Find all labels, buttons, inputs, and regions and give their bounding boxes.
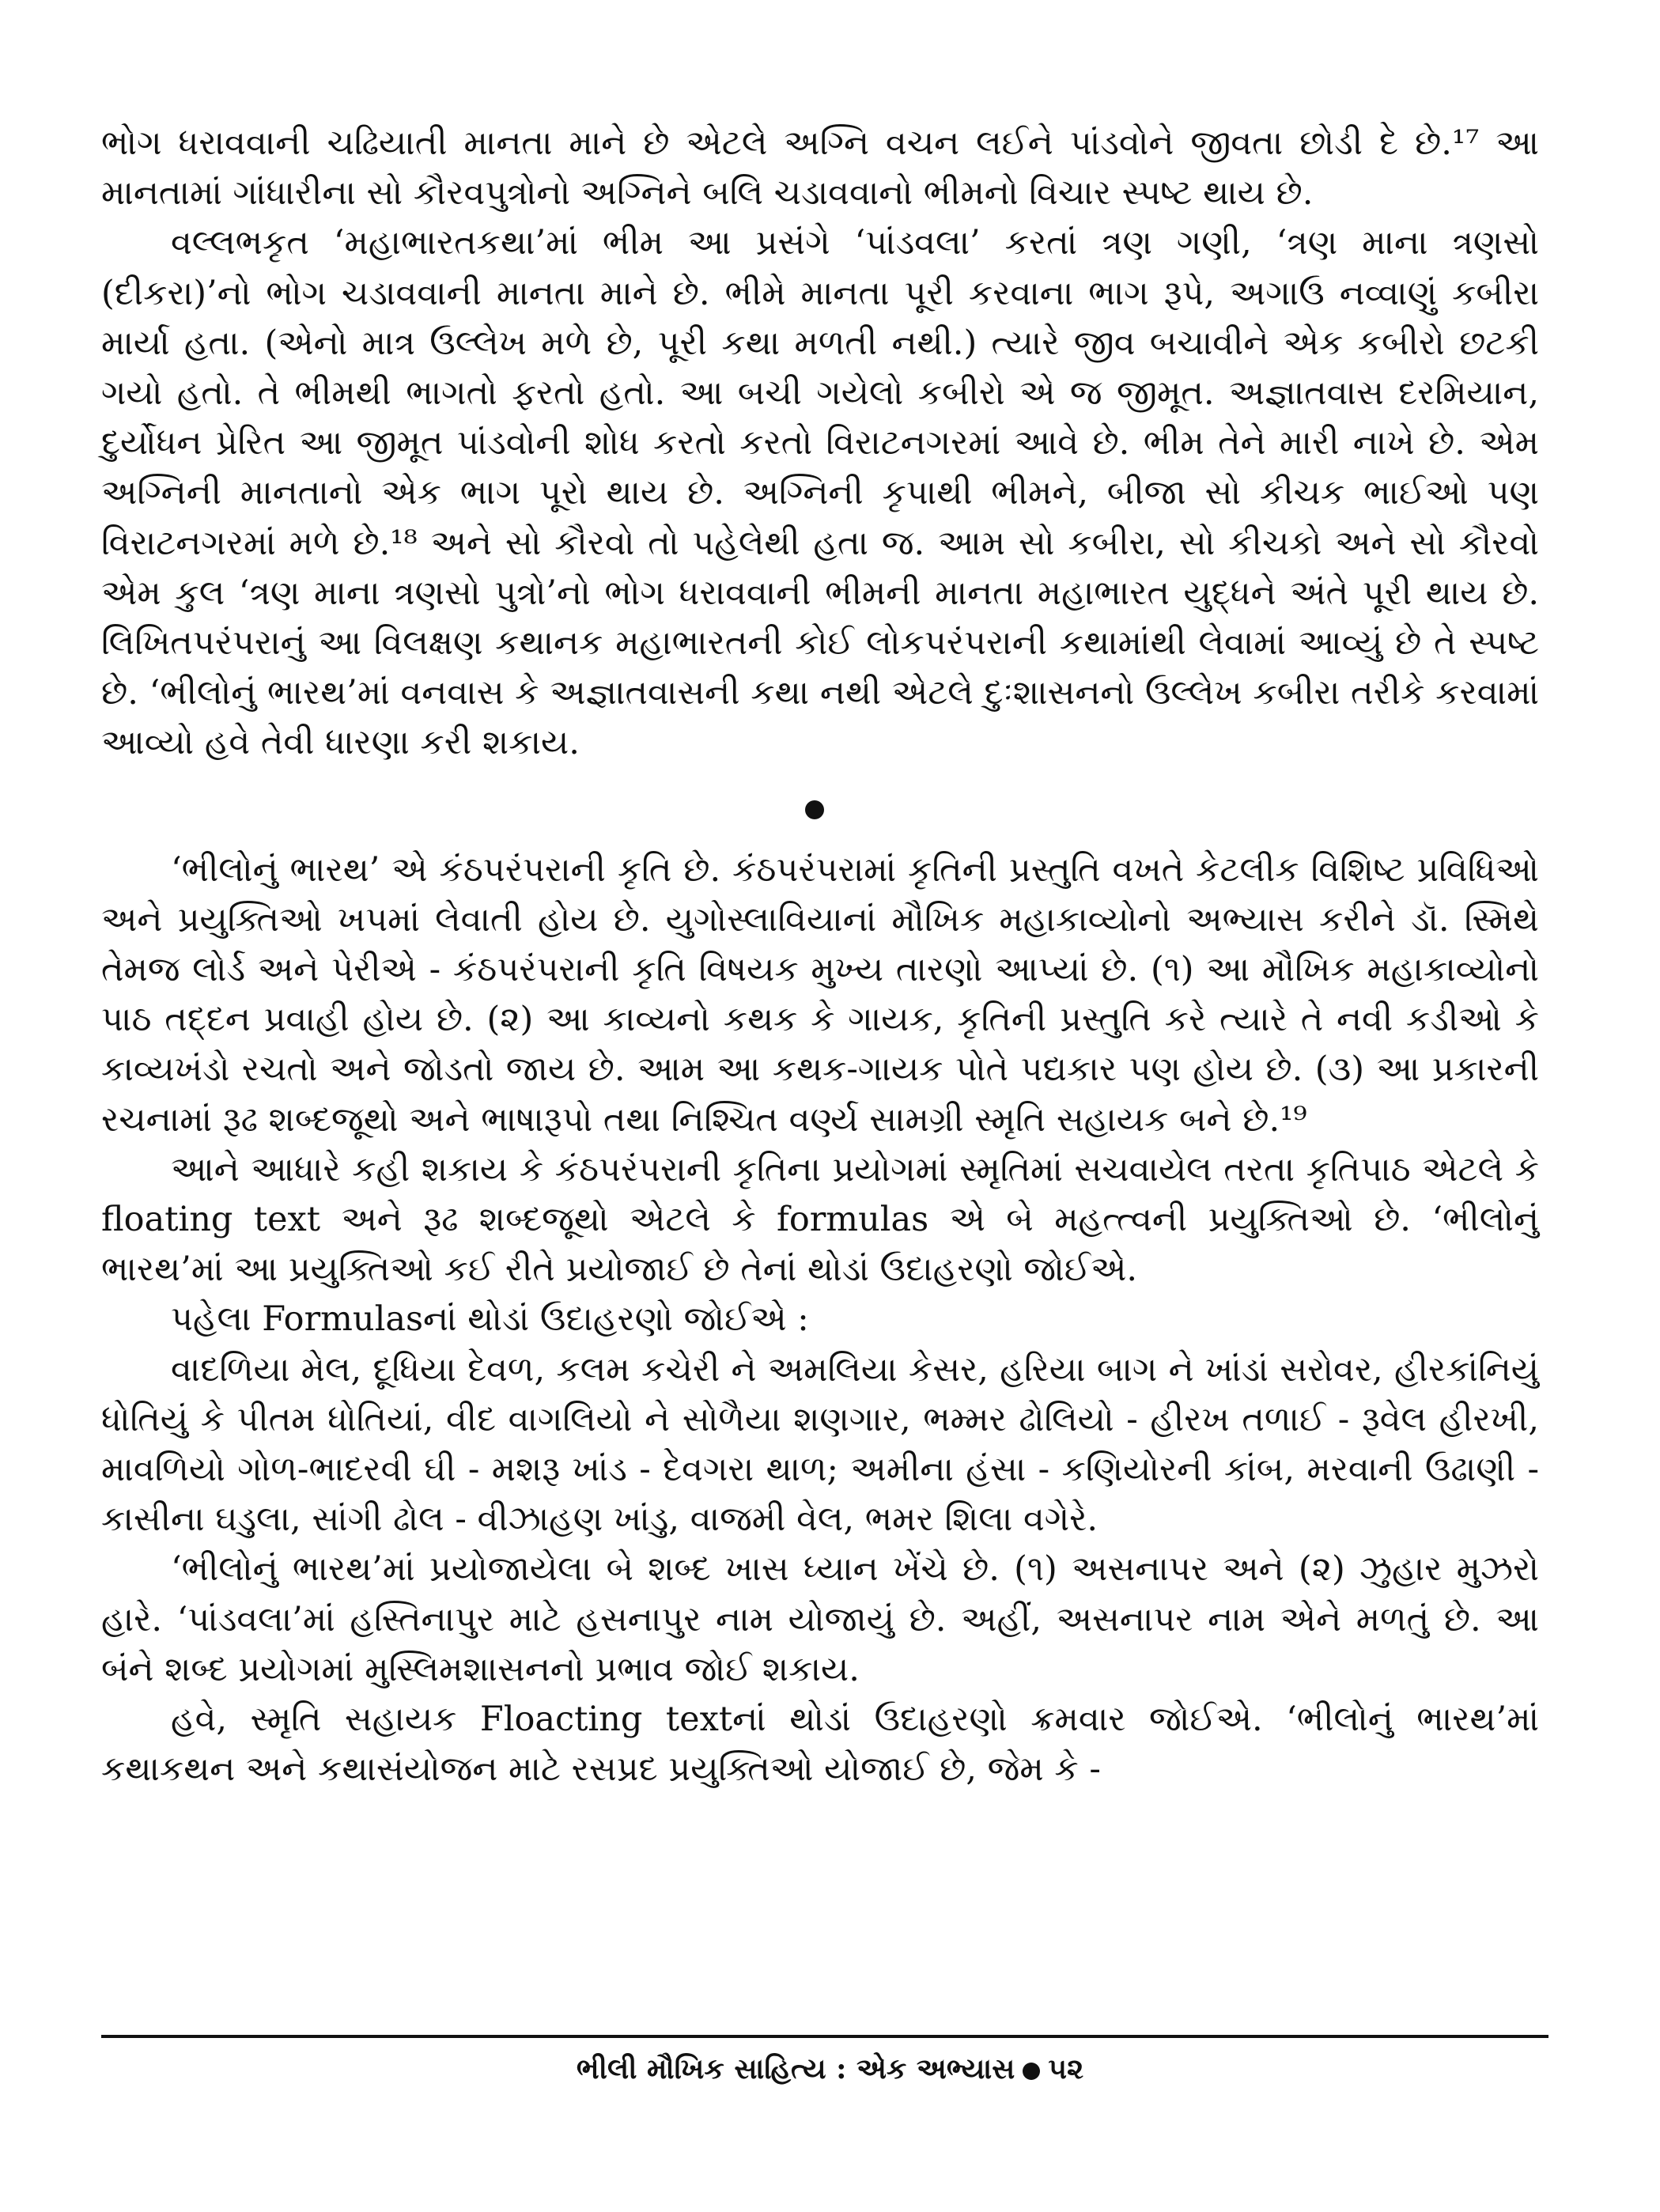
body-paragraph: આને આધારે કહી શકાય કે કંઠપરંપરાની કૃતિના પ્રયોગમાં સ્મૃતિમાં સચવાયેલ તરતા કૃતિપાઠ એટલે કે floating text અને રૂઢ શબ્દજૂથો એટલે કે formulas એ બે મહત્ત્વની પ્રયુક્તિઓ છે. ‘ભીલોનું ભારથ’માં આ પ્રયુક્તિઓ કઈ રીતે પ્રયોજાઈ છે તેનાં થોડાં ઉદાહરણો જોઈએ.	[101, 1149, 1539, 1290]
page-body	[101, 119, 1539, 1795]
body-paragraph: પહેલા Formulasનાં થોડાં ઉદાહરણો જોઈએ :	[171, 1299, 809, 1340]
book-title: ભીલી મૌખિક સાહિત્ય : એક અભ્યાસ	[576, 2052, 1015, 2085]
bullet-divider-icon	[805, 800, 824, 819]
page-footer	[0, 2050, 1660, 2088]
body-paragraph: ભોગ ધરાવવાની ચઢિયાતી માનતા માને છે એટલે અગ્નિ વચન લઈને પાંડવોને જીવતા છોડી દે છે.¹⁷ આ માનતામાં ગાંધારીના સો કૌરવપુત્રોનો અગ્નિને બલિ ચડાવવાનો ભીમનો વિચાર સ્પષ્ટ થાય છે.	[101, 123, 1539, 214]
body-paragraph: ‘ભીલોનું ભારથ’માં પ્રયોજાયેલા બે શબ્દ ખાસ ધ્યાન ખેંચે છે. (૧) અસનાપર અને (૨) ઝુહાર મુઝરો હારે. ‘પાંડવલા’માં હસ્તિનાપુર માટે હસનાપુર નામ યોજાયું છે. અહીં, અસનાપર નામ એને મળતું છે. આ બંને શબ્દ પ્રયોગમાં મુસ્લિમશાસનનો પ્રભાવ જોઈ શકાય.	[101, 1549, 1539, 1689]
body-paragraph: ‘ભીલોનું ભારથ’ એ કંઠપરંપરાની કૃતિ છે. કંઠપરંપરામાં કૃતિની પ્રસ્તુતિ વખતે કેટલીક વિશિષ્ટ પ્રવિધિઓ અને પ્રયુક્તિઓ ખપમાં લેવાતી હોય છે. યુગોસ્લાવિયાનાં મૌખિક મહાકાવ્યોનો અભ્યાસ કરીને ડૉ. સ્મિથે તેમજ લોર્ડ અને પેરીએ - કંઠપરંપરાની કૃતિ વિષયક મુખ્ય તારણો આપ્યાં છે. (૧) આ મૌખિક મહાકાવ્યોનો પાઠ તદ્દન પ્રવાહી હોય છે. (૨) આ કાવ્યનો કથક કે ગાયક, કૃતિની પ્રસ્તુતિ કરે ત્યારે તે નવી કડીઓ કે કાવ્યખંડો રચતો અને જોડતો જાય છે. આમ આ કથક-ગાયક પોતે પદ્યકાર પણ હોય છે. (૩) આ પ્રકારની રચનામાં રૂઢ શબ્દજૂથો અને ભાષારૂપો તથા નિશ્ચિત વર્ણ્ય સામગ્રી સ્મૃતિ સહાયક બને છે.¹⁹	[101, 849, 1539, 1140]
body-paragraph: વલ્લભકૃત ‘મહાભારતકથા’માં ભીમ આ પ્રસંગે ‘પાંડવલા’ કરતાં ત્રણ ગણી, ‘ત્રણ માના ત્રણસો (દીકરા)’નો ભોગ ચડાવવાની માનતા માને છે. ભીમે માનતા પૂરી કરવાના ભાગ રૂપે, અગાઉ નવ્વાણું કબીરા માર્યા હતા. (એનો માત્ર ઉલ્લેખ મળે છે, પૂરી કથા મળતી નથી.) ત્યારે જીવ બચાવીને એક કબીરો છટકી ગયો હતો. તે ભીમથી ભાગતો ફરતો હતો. આ બચી ગયેલો કબીરો એ જ જીમૂત. અજ્ઞાતવાસ દરમિયાન, દુર્યોધન પ્રેરિત આ જીમૂત પાંડવોની શોધ કરતો કરતો વિરાટનગરમાં આવે છે. ભીમ તેને મારી નાખે છે. એમ અગ્નિની માનતાનો એક ભાગ પૂરો થાય છે. અગ્નિની કૃપાથી ભીમને, બીજા સો કીચક ભાઈઓ પણ વિરાટનગરમાં મળે છે.¹⁸ અને સો કૌરવો તો પહેલેથી હતા જ. આમ સો કબીરા, સો કીચકો અને સો કૌરવો એમ કુલ ‘ત્રણ માના ત્રણસો પુત્રો’નો ભોગ ધરાવવાની ભીમની માનતા મહાભારત યુદ્ધને અંતે પૂરી થાય છે. લિખિતપરંપરાનું આ વિલક્ષણ કથાનક મહાભારતની કોઈ લોકપરંપરાની કથામાંથી લેવામાં આવ્યું છે તે સ્પષ્ટ છે. ‘ભીલોનું ભારથ’માં વનવાસ કે અજ્ઞાતવાસની કથા નથી એટલે દુઃશાસનનો ઉલ્લેખ કબીરા તરીકે કરવામાં આવ્યો હવે તેવી ધારણા કરી શકાય.	[101, 223, 1539, 763]
bullet-separator-icon	[1023, 2063, 1040, 2080]
body-paragraph: હવે, સ્મૃતિ સહાયક Floacting textનાં થોડાં ઉદાહરણો ક્રમવાર જોઈએ. ‘ભીલોનું ભારથ’માં કથાકથન અને કથાસંયોજન માટે રસપ્રદ પ્રયુક્તિઓ યોજાઈ છે, જેમ કે -	[101, 1700, 1539, 1790]
footer-rule	[101, 2035, 1548, 2038]
page-number: ૫૨	[1048, 2052, 1084, 2085]
body-paragraph: વાદળિયા મેલ, દૂધિયા દેવળ, કલમ કચેરી ને અમલિયા કેસર, હરિયા બાગ ને ખાંડાં સરોવર, હીરકાંનિયું ધોતિયું કે પીતમ ધોતિયાં, વીદ વાગલિયો ને સોળૈયા શણગાર, ભમ્મર ઢોલિયો - હીરખ તળાઈ - રૂવેલ હીરખી, માવળિયો ગોળ-ભાદરવી ઘી - મશરૂ ખાંડ - દેવગરા થાળ; અમીના હંસા - કણિયોરની કાંબ, મરવાની ઉઢાણી - કાસીના ઘડુલા, સાંગી ઢોલ - વીઝાહણ ખાંડુ, વાજમી વેલ, ભમર શિલા વગેરે.	[101, 1349, 1539, 1540]
section-divider	[101, 769, 1539, 845]
